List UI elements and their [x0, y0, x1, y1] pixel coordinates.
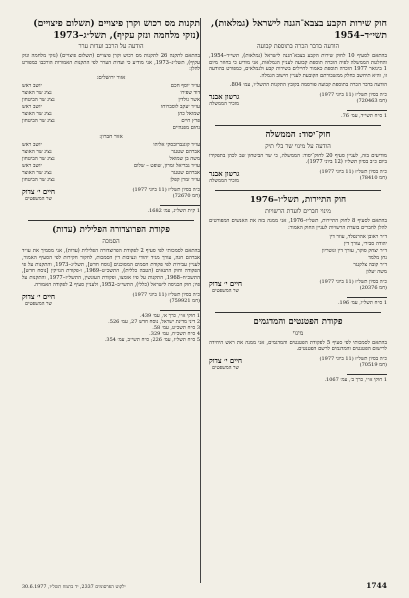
signature-block — [22, 187, 200, 202]
list-item: נחן מלמד — [368, 254, 387, 261]
signer-name: גרשון אבנר — [209, 91, 240, 101]
footnote-rule — [160, 205, 200, 206]
signature-block — [209, 92, 387, 107]
section-military-pensions — [209, 18, 387, 119]
columns — [22, 18, 387, 583]
section-body-2: הודעה בדבר הכרה בתוספת קבועה פורסמה בקובץ התקנות התשל״ו, עמ׳ 804. — [229, 81, 387, 88]
section-subtitle: מינוי חברים לועדת הרשויות — [265, 208, 331, 216]
section-body: בהתאם לסמכותי לפי סעיף 2 לפקודת הפרוצדורה הפלילית (עדות), אני מסמיך את עו״ד אברהם חנה, עורך מגיד יהודי ונציבות דין הסמכות, לחקור חקירות לפי הסעיף האמור, לעניין עבירות לפי פקודת הסמים המסוכנים [נוסח חדש], תשל״ג–1973, והתקנות על פי הפקודה וחוק התנאים (הטבה כללית), התשכ״ט–1969, ו-פקודת הנזיקין [נוסח חדש], התשכ״ח–1968, התקנות על פיו אומצו, ופקודת העונשין, התשל״ז–1977, והתקנות על פיו; חוק הכניסה לישראל (כללי), התשי״ב–1952, ולעניין סעיף 2 לפקודה האמורה. — [22, 248, 200, 288]
signature-block — [209, 169, 387, 184]
section-title: חוק שירות הקבע בצבא־הגנה לישראל (גמלאות), תשי״ד–1954 — [210, 18, 387, 41]
member-name: עו״ד גבריאל זמרון, שופט – שלום — [133, 163, 200, 170]
footnote: 2 דיני מדינת ישראל, נוסח חדש 27, עמ׳ 526. — [108, 318, 200, 325]
signer-name: חיים י׳ צדוק — [22, 187, 56, 197]
section-title: חוק־יסוד: הממשלה — [265, 129, 331, 140]
signature-date: כ״ה בסיון תשל״ז (11 ביוני 1977) — [319, 356, 387, 363]
list-item: יהודה סבירי, עורך דין — [343, 240, 387, 247]
signature-block — [22, 292, 200, 307]
signature-date: כ״ה בסיון תשל״ז (11 ביוני 1977) — [132, 291, 200, 298]
table-row — [22, 90, 200, 97]
table-row — [22, 83, 200, 90]
file-ref: (חמ 720463) — [356, 97, 387, 104]
table-row — [22, 163, 200, 170]
member-name: עו״ד יוסף חכם — [170, 83, 200, 90]
member-name: עו״ד קוגנברובסקי אליהו — [153, 142, 200, 149]
member-role: יושב ראש — [22, 163, 42, 170]
table-row — [22, 118, 200, 125]
table-row — [22, 111, 200, 118]
list-item: ד״ר קובה צלקנגר — [353, 261, 387, 268]
list-item: ד״ר יצחק סוקר, עורך דין ונוטריון — [321, 247, 387, 254]
section-subtitle: הודעה על מינוי שר בלי תיק — [265, 142, 331, 150]
footnote: 1 ס״ח תשי״ד, עמ׳ 76. — [341, 112, 387, 119]
member-role: נציג שר האוצר — [22, 90, 52, 97]
section-title: חוק התיירות, תשל״ו–1976 — [249, 195, 347, 206]
member-role: נציג שר הביטחון — [22, 177, 55, 184]
signer-name: חיים י׳ צדוק — [209, 356, 243, 366]
footnote-rule — [347, 297, 387, 298]
section-patents-designs — [209, 317, 387, 384]
footnote: 1 ק״ת תשל״ג, עמ׳ 1682. — [147, 208, 200, 215]
member-name: משה בן שמואל — [169, 156, 200, 163]
section-body: מודיעים בזה, לעניין סעיף 20 לחוק־יסוד: הממשלה, כי שר הביטחון שב לכהן בתפקידו ביום כ״ב בסיון תשל״ז (12 ביוני 1977). — [209, 152, 387, 166]
page-footer — [22, 581, 387, 590]
section-subtitle: הודעה בדבר הכרה בתוספת קבועה — [256, 43, 340, 50]
signer-title: שר המשפטים — [212, 287, 240, 294]
signature-block — [209, 356, 387, 371]
footnote: 1 ס״ח תשל״ו, עמ׳ 196. — [337, 299, 387, 306]
member-role: יושב ראש — [22, 142, 42, 149]
section-body: בהתאם לסעיף 8 לחוק התיירות, תשל״ו–1976, אני ממנה בזה את האנשים המפורטים להלן לחברים בועדת הרשויות לעניין החוק האמור: — [209, 218, 387, 231]
committee-list — [22, 142, 200, 184]
section-title: תקנות מס רכוש וקרן פיצויים (תשלום פיצויים) (נזקי מלחמה ונזק עקיף), תשל״ג–1973 — [33, 18, 200, 41]
footnote: 1 חוקי א״י, כרך א׳, עמ׳ 439. — [140, 312, 200, 319]
member-role: נציג שר הביטחון — [22, 97, 55, 104]
footnote-rule — [160, 310, 200, 311]
footnote: 5 ס״ח תשל״ז, עמ׳ 226; ס״ח תשי״ב, עמ׳ 354. — [104, 337, 200, 344]
section-divider — [215, 190, 381, 191]
member-name: נחום מפנהיים — [172, 125, 200, 132]
file-ref: (חמ 78410) — [359, 175, 387, 182]
signature-date: כ״ה בסיון תשל״ז (11 ביוני 1977) — [319, 278, 387, 285]
members-list — [209, 234, 387, 276]
member-role: נציג שר האוצר — [22, 111, 52, 118]
signature-date: כ״ה בסיון תשל״ז (11 ביוני 1977) — [132, 187, 200, 194]
member-role: יושב ראש — [22, 83, 42, 90]
member-name: עו״ד זמרן קפלן — [170, 177, 200, 184]
footnote-rule — [347, 374, 387, 375]
file-ref: (חמ 759921) — [169, 297, 200, 304]
file-ref: (חמ 70519) — [359, 362, 387, 369]
signature-date: כ״ה בסיון תשל״ז (11 ביוני 1977) — [319, 91, 387, 98]
section-tourism-law — [209, 195, 387, 306]
signer-title: מזכיר הממשלה — [209, 178, 240, 185]
member-name: עו״ד יעקב לוסברוחו — [160, 104, 200, 111]
signature-block — [209, 279, 387, 294]
file-ref: (חמ 72670) — [172, 193, 200, 200]
member-role: נציג שר הביטחון — [22, 118, 55, 125]
section-title: פקודת הפרוצדורה הפלילית (עדות) — [52, 225, 170, 236]
section-criminal-procedure — [22, 225, 200, 343]
member-name: דוד שפירו — [180, 90, 200, 97]
section-body: בהתאם לסעיף 10 לחוק שירות הקבע בצבא־הגנה לישראל (גמלאות), תשי״ד–1954, והחלטת הממשלה לפיה הוכרה תוספת קבועה לעניין הגמלאות, אני מודיע כי בחוזר מיום 1 בינואר 1977 הוכרה תוספת כאמור לחיילים בשירות קבע ולגמלאים, כמפורט בהודעה זו, והיא תיחשב כחלק ממשכורתם הקובעת לעניין חישוב הגמלה. — [209, 53, 387, 80]
member-name: אשר גולדין — [178, 97, 200, 104]
table-row — [22, 142, 200, 149]
signer-title: שר המשפטים — [25, 300, 53, 307]
page-number: 1744 — [366, 581, 387, 590]
member-name: פרץ חיים — [181, 118, 200, 125]
signer-name: חיים י׳ צדוק — [209, 278, 243, 288]
left-column — [22, 18, 201, 583]
signer-title: שר המשפטים — [25, 196, 53, 203]
section-subtitle: מינוי — [292, 329, 304, 337]
section-divider — [215, 125, 381, 126]
section-divider — [28, 220, 194, 221]
footnote-rule — [347, 110, 387, 111]
table-row — [22, 104, 200, 111]
section-basic-law-government — [209, 130, 387, 184]
table-row — [22, 125, 200, 132]
member-name: אברהם שטנגר — [171, 149, 200, 156]
table-row — [22, 177, 200, 184]
section-body: בהתאם לסמכותי לפי סעיף 5 לפקודת הפטנטים והמדגמים, אני ממנה את ראש היחידה לרישום הפטנטים והמדגמים לרשם הפטנטים. — [209, 339, 387, 353]
member-role: יושב ראש — [22, 104, 42, 111]
footnote: 4 ס״ח תשכ״ח, עמ׳ 329. — [149, 331, 200, 338]
list-item: משה יעלון — [366, 268, 387, 275]
signer-name: גרשון אבנר — [209, 169, 240, 179]
member-role: נציג שר האוצר — [22, 149, 52, 156]
area-label: אזור ירושלים: — [96, 75, 126, 82]
list-item: ד״ר ראובן אהרנפלד, עוזר דין — [329, 233, 387, 240]
section-title: פקודת הפטנטים והמדגמים — [253, 316, 343, 327]
area-label: אזור חברון: — [99, 134, 123, 141]
file-ref: (חמ 20376) — [359, 284, 387, 291]
signature-date: כ״ה בסיון תשל״ז (11 ביוני 1977) — [319, 169, 387, 176]
committee-list — [22, 83, 200, 132]
member-name: אברהם שטנגר — [171, 170, 200, 177]
section-subtitle: הסמכה — [102, 238, 120, 246]
section-body: בהתאם לתקנה 26 לתקנות מס רכוש וקרן פיצויים (תשלום פיצויים) (נזקי מלחמה ונזק עקיף), תשל״ג–1973, אני מודיע כי ועדות הערר לפי התקנות האמורות הורכבו כמפורט להלן: — [22, 53, 200, 73]
section-subtitle: הודעה על הרכב ועדות ערר — [78, 43, 144, 50]
footnote: 1 חוקי א״י, כרך ב׳, עמ׳ 1067. — [324, 377, 387, 384]
footnote: 3 ס״ח תשכ״ט, עמ׳ 58. — [152, 324, 200, 331]
gazette-citation: ילקוט הפרסומים 2337, יד בתמוז תשל״ז, 30.6.1977 — [22, 585, 126, 590]
signer-title: שר המשפטים — [212, 365, 240, 372]
member-name: שמואל כהן — [177, 111, 200, 118]
section-divider — [215, 312, 381, 313]
signer-title: מזכיר הממשלה — [209, 100, 240, 107]
member-role: נציג שר האוצר — [22, 170, 52, 177]
member-role: נציג שר הביטחון — [22, 156, 55, 163]
right-column — [209, 18, 387, 583]
signer-name: חיים י׳ צדוק — [22, 291, 56, 301]
section-property-tax-regulations — [22, 18, 200, 214]
